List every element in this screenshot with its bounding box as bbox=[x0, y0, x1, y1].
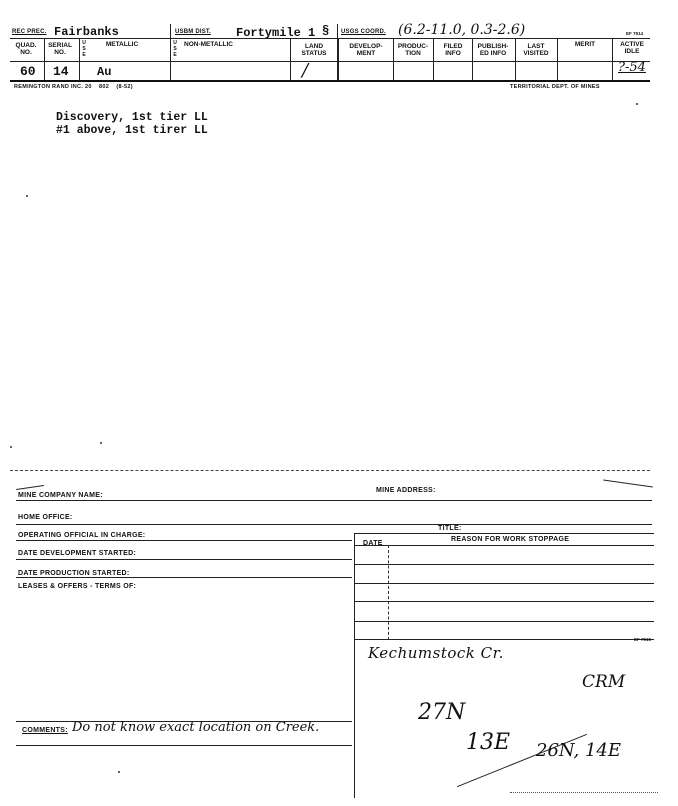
operating-official-label: OPERATING OFFICIAL IN CHARGE: bbox=[18, 532, 146, 539]
col-production: PRODUC-TION bbox=[397, 43, 429, 57]
col-quad: QUAD. NO. bbox=[15, 42, 37, 56]
handwritten-alt-location: 26N, 14E bbox=[536, 740, 621, 761]
leases-label: LEASES & OFFERS - TERMS OF: bbox=[18, 583, 137, 590]
col-active-idle: ACTIVE IDLE bbox=[620, 41, 644, 55]
rec-prec-label: REC PREC. bbox=[12, 29, 47, 35]
col-published-info: PUBLISH-ED INFO bbox=[477, 43, 509, 57]
row-active-idle: ?-54 bbox=[618, 60, 646, 75]
rec-prec-value: Fairbanks bbox=[54, 25, 119, 39]
row-metallic: Au bbox=[97, 65, 112, 79]
header-form-number: EF 7914 bbox=[626, 31, 644, 36]
handwritten-initials: CRM bbox=[582, 672, 626, 692]
home-office-label: HOME OFFICE: bbox=[18, 514, 73, 521]
date-development-label: DATE DEVELOPMENT STARTED: bbox=[18, 550, 137, 557]
col-nonmetallic: NON-METALLIC bbox=[184, 41, 233, 48]
date-production-label: DATE PRODUCTION STARTED: bbox=[18, 570, 130, 577]
usbm-dist-label: USBM DIST. bbox=[175, 29, 212, 35]
reason-column-label: REASON FOR WORK STOPPAGE bbox=[451, 536, 570, 543]
date-column-label: DATE bbox=[363, 540, 383, 547]
usgs-coord-label: USGS COORD. bbox=[341, 29, 386, 35]
usbm-dist-value: Fortymile 1 bbox=[236, 26, 316, 40]
row-land-status: / bbox=[302, 60, 309, 81]
handwritten-range: 13E bbox=[466, 730, 511, 755]
row-serial: 14 bbox=[53, 64, 69, 79]
printer-stamp: REMINGTON RAND INC. 20 802 (8-52) bbox=[14, 84, 133, 90]
col-land-status: LAND STATUS bbox=[301, 43, 327, 57]
mine-company-label: MINE COMPANY NAME: bbox=[18, 492, 103, 499]
col-serial: SERIAL NO. bbox=[48, 42, 72, 56]
note-line-1: Discovery, 1st tier LL bbox=[56, 111, 208, 124]
col-last-visited: LAST VISITED bbox=[523, 43, 549, 57]
usgs-coord-value: (6.2-11.0, 0.3-2.6) bbox=[398, 22, 526, 38]
row-quad: 60 bbox=[20, 64, 36, 79]
col-use-metallic: U S E bbox=[82, 40, 86, 58]
col-development: DEVELOP-MENT bbox=[349, 43, 383, 57]
col-metallic: METALLIC bbox=[105, 41, 139, 48]
title-label: TITLE: bbox=[438, 525, 462, 532]
handwritten-creek: Kechumstock Cr. bbox=[368, 644, 504, 662]
mine-address-label: MINE ADDRESS: bbox=[376, 487, 436, 494]
col-merit: MERIT bbox=[574, 41, 596, 48]
note-line-2: #1 above, 1st tirer LL bbox=[56, 124, 208, 137]
usbm-dist-marker: § bbox=[322, 24, 330, 38]
back-form-number: EF 7915 bbox=[634, 637, 652, 642]
territorial-stamp: TERRITORIAL DEPT. OF MINES bbox=[510, 84, 600, 90]
comments-value: Do not know exact location on Creek. bbox=[72, 720, 320, 735]
handwritten-township: 27N bbox=[418, 700, 466, 725]
col-use-nonmetallic: U S E bbox=[173, 40, 177, 58]
col-filed-info: FILED INFO bbox=[443, 43, 463, 57]
comments-label: COMMENTS: bbox=[22, 727, 68, 734]
